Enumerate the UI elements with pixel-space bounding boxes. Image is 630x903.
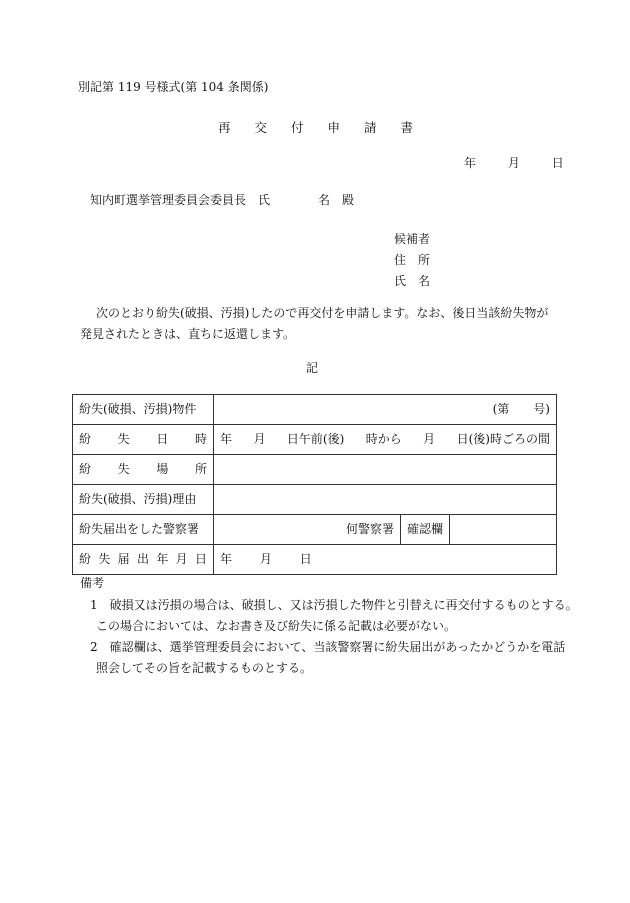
body-line-1: 次のとおり紛失(破損、汚損)したので再交付を申請します。なお、後日当該紛失物が	[96, 306, 549, 320]
body-line-2: 発見されたときは、直ちに返還します。	[80, 327, 296, 341]
note-item: 照会してその旨を記載するものとする。	[96, 661, 313, 675]
datetime-part: 日午前(後)	[286, 432, 345, 447]
place-label-char: 失	[117, 462, 130, 477]
datetime-value-field[interactable]	[214, 425, 557, 455]
addressee-suffix: 名 殿	[318, 193, 355, 207]
table-row-place	[73, 455, 557, 485]
datetime-part: 月	[423, 432, 436, 447]
date-year-label: 年	[464, 156, 477, 170]
addressee-prefix: 知内町選挙管理委員会委員長 氏	[90, 193, 271, 207]
candidate-label: 候補者	[394, 232, 431, 246]
note-item: 1 破損又は汚損の場合は、破損し、又は汚損した物件と引替えに再交付するものとする。	[90, 598, 578, 612]
table-row-report-date	[73, 545, 557, 575]
note-item: 2 確認欄は、選挙管理委員会において、当該警察署に紛失届出があったかどうかを電話	[90, 640, 566, 654]
place-label-char: 紛	[79, 462, 92, 477]
police-station-label: 何警察署	[345, 522, 394, 537]
form-number: 別記第 119 号様式(第 104 条関係)	[78, 80, 269, 94]
report-date-value-field[interactable]	[214, 545, 557, 575]
report-date-label-char: 出	[136, 552, 149, 567]
report-date-label-char: 紛	[79, 552, 92, 567]
table-row-datetime	[73, 425, 557, 455]
place-label-char: 所	[194, 462, 207, 477]
item-value-field[interactable]	[214, 395, 557, 425]
page-title: 再交付申請書	[218, 120, 438, 135]
date-day-label: 日	[551, 156, 564, 170]
report-date-label	[73, 545, 214, 575]
place-value-field[interactable]	[214, 455, 557, 485]
report-date-label-char: 届	[117, 552, 130, 567]
datetime-label-char: 失	[117, 432, 130, 447]
table-row-item	[73, 395, 557, 425]
report-date-part: 月	[259, 552, 272, 567]
datetime-label	[73, 425, 214, 455]
report-date-part: 年	[220, 552, 233, 567]
application-body	[80, 303, 560, 345]
addressee	[90, 193, 354, 207]
report-date-label-char: 失	[98, 552, 111, 567]
report-date-label-char: 日	[194, 552, 207, 567]
reason-value-field[interactable]	[214, 485, 557, 515]
candidate-address-label: 住 所	[394, 253, 431, 267]
note-item: この場合においては、なお書き及び紛失に係る記載は必要がない。	[96, 619, 457, 633]
application-date	[464, 156, 564, 170]
reason-label: 紛失(破損、汚損)理由	[73, 485, 214, 515]
table-row-reason	[73, 485, 557, 515]
report-date-label-char: 年	[156, 552, 169, 567]
candidate-name-label: 氏 名	[394, 274, 431, 288]
notes-heading: 備考	[80, 576, 105, 590]
item-label: 紛失(破損、汚損)物件	[73, 395, 214, 425]
candidate-block	[394, 229, 430, 292]
datetime-part: 時から	[365, 432, 402, 447]
confirm-label: 確認欄	[400, 515, 449, 544]
notes-list	[80, 595, 578, 679]
place-label	[73, 455, 214, 485]
datetime-label-char: 日	[156, 432, 169, 447]
item-number-label: (第 号)	[492, 402, 550, 417]
datetime-label-char: 時	[194, 432, 207, 447]
police-value-field[interactable]	[214, 515, 557, 545]
datetime-part: 年	[220, 432, 233, 447]
date-month-label: 月	[507, 156, 520, 170]
datetime-part: 日(後)時ごろの間	[456, 432, 550, 447]
ki-heading: 記	[306, 361, 319, 375]
report-date-part: 日	[299, 552, 312, 567]
confirm-box[interactable]	[449, 515, 556, 544]
details-table	[72, 394, 557, 575]
datetime-part: 月	[253, 432, 266, 447]
report-date-label-char: 月	[175, 552, 188, 567]
table-row-police	[73, 515, 557, 545]
police-label: 紛失届出をした警察署	[73, 515, 214, 545]
place-label-char: 場	[156, 462, 169, 477]
datetime-label-char: 紛	[79, 432, 92, 447]
